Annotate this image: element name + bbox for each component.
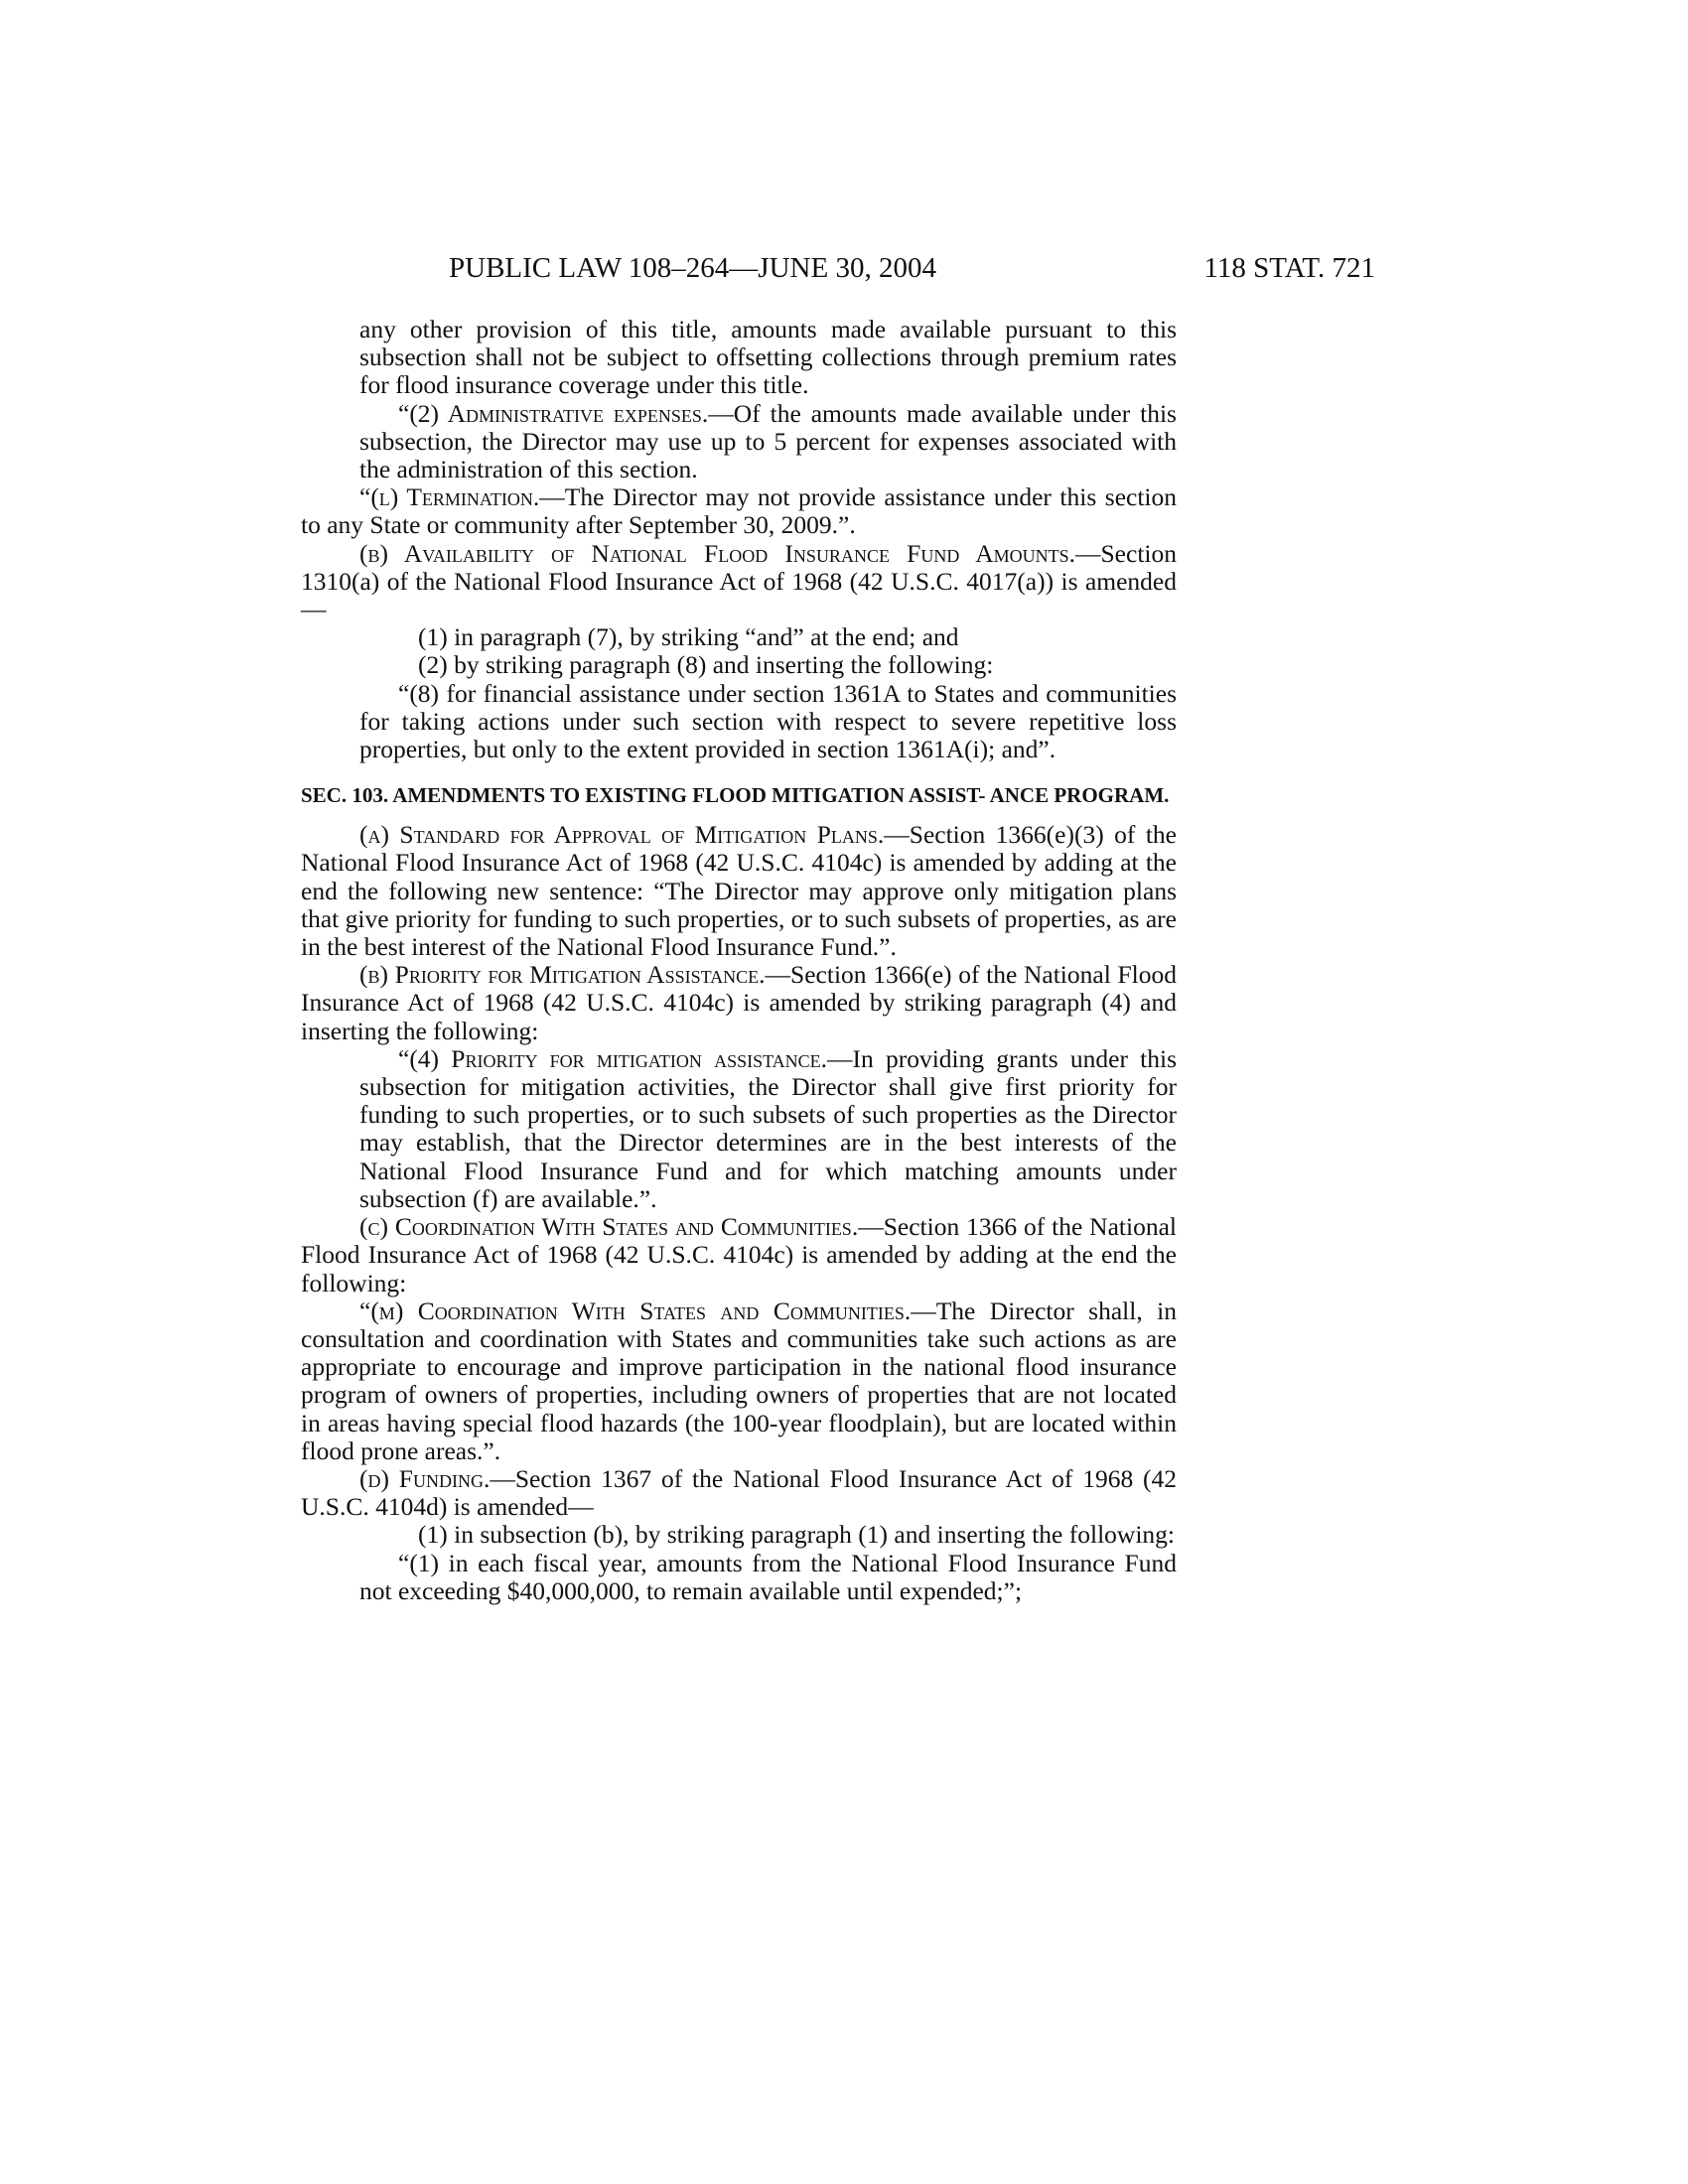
running-title: PUBLIC LAW 108–264—JUNE 30, 2004 bbox=[449, 252, 936, 284]
paragraph-text: —Section 1366(e)(3) of the National Flood Insurance Act of 1968 (42 U.S.C. 4104c) is amended by adding at the end the following new sentence: “The Director may approve only mitigation plans that give priority for funding to such properties, or to such subsets of properties, as are in the best interest of the National Flood Insurance Fund.”. bbox=[301, 820, 1177, 962]
paragraph bbox=[301, 1550, 1177, 1605]
paragraph-text: —Section 1310(a) of the National Flood Insurance Act of 1968 (42 U.S.C. 4017(a)) is amended— bbox=[301, 538, 1177, 624]
paragraph-heading: “(2) Administrative expenses. bbox=[398, 398, 709, 428]
paragraph-text: (1) in subsection (b), by striking paragraph (1) and inserting the following: bbox=[418, 1520, 1175, 1550]
paragraph-text: —Of the amounts made available under this subsection, the Director may use up to 5 percent for expenses associated with the administration of this section. bbox=[359, 398, 1177, 484]
paragraph-heading: “(m) Coordination With States and Communities. bbox=[359, 1296, 912, 1325]
paragraph-heading: “(l) Termination. bbox=[359, 482, 540, 512]
paragraph-text: (2) by striking paragraph (8) and inserting the following: bbox=[418, 650, 994, 680]
paragraph bbox=[301, 483, 1177, 539]
paragraph-heading: (b) Priority for Mitigation Assistance. bbox=[359, 960, 766, 990]
paragraph-text: any other provision of this title, amounts made available pursuant to this subsection shall not be subject to offsetting collections through premium rates for flood insurance coverage under this title. bbox=[359, 315, 1177, 400]
paragraph-heading: (c) Coordination With States and Communities. bbox=[359, 1212, 859, 1242]
paragraph-text: —Section 1366 of the National Flood Insurance Act of 1968 (42 U.S.C. 4104c) is amended by adding at the end the following: bbox=[301, 1212, 1177, 1297]
section-heading: SEC. 103. AMENDMENTS TO EXISTING FLOOD MITIGATION ASSIST- ANCE PROGRAM. bbox=[301, 783, 1170, 808]
paragraph bbox=[301, 821, 1177, 961]
paragraph-heading: “(4) Priority for mitigation assistance. bbox=[398, 1043, 828, 1073]
paragraph-text: “(1) in each fiscal year, amounts from the National Flood Insurance Fund not exceeding $40,000,000, to remain available until expended;”; bbox=[359, 1548, 1177, 1605]
paragraph bbox=[301, 1297, 1177, 1465]
paragraph-text: (1) in paragraph (7), by striking “and” at the end; and bbox=[418, 622, 959, 652]
paragraph-text: —Section 1366(e) of the National Flood Insurance Act of 1968 (42 U.S.C. 4104c) is amended by striking paragraph (4) and inserting the following: bbox=[301, 960, 1177, 1045]
paragraph bbox=[301, 540, 1177, 624]
paragraph bbox=[301, 1521, 1177, 1549]
paragraph bbox=[301, 1045, 1177, 1213]
paragraph bbox=[301, 316, 1177, 400]
paragraph-text: “(8) for financial assistance under section 1361A to States and communities for taking actions under such section with respect to severe repetitive loss properties, but only to the extent provided in section 1361A(i); and”. bbox=[359, 678, 1177, 764]
paragraph-text: —Section 1367 of the National Flood Insurance Act of 1968 (42 U.S.C. 4104d) is amended— bbox=[301, 1463, 1178, 1522]
document-body bbox=[301, 316, 1177, 1605]
paragraph-text: —In providing grants under this subsection for mitigation activities, the Director shall give first priority for funding to such properties, or to such subsets of such properties as the Director may establish, that the Director determines are in the best interests of the National Flood Insurance Fund and for which matching amounts under subsection (f) are available.”. bbox=[359, 1043, 1177, 1213]
paragraph-text: —The Director shall, in consultation and coordination with States and communities take such actions as are appropriate to encourage and improve participation in the national flood insurance program of owners of properties, including owners of properties that are not located in areas having special flood hazards (the 100-year floodplain), but are located within flood prone areas.”. bbox=[301, 1296, 1177, 1465]
paragraph bbox=[301, 651, 1177, 679]
page-number: 118 STAT. 721 bbox=[1203, 252, 1375, 284]
running-header bbox=[298, 248, 1375, 288]
paragraph bbox=[301, 400, 1177, 484]
paragraph bbox=[301, 961, 1177, 1045]
paragraph bbox=[301, 680, 1177, 764]
paragraph-heading: (a) Standard for Approval of Mitigation Plans. bbox=[359, 820, 885, 850]
paragraph bbox=[301, 623, 1177, 651]
paragraph-heading: (d) Funding. bbox=[359, 1463, 491, 1493]
paragraph-text: —The Director may not provide assistance under this section to any State or community after September 30, 2009.”. bbox=[301, 482, 1177, 540]
paragraph-heading: (b) Availability of National Flood Insurance Fund Amounts. bbox=[359, 538, 1075, 568]
paragraph bbox=[301, 1213, 1177, 1297]
paragraph bbox=[301, 1465, 1177, 1521]
